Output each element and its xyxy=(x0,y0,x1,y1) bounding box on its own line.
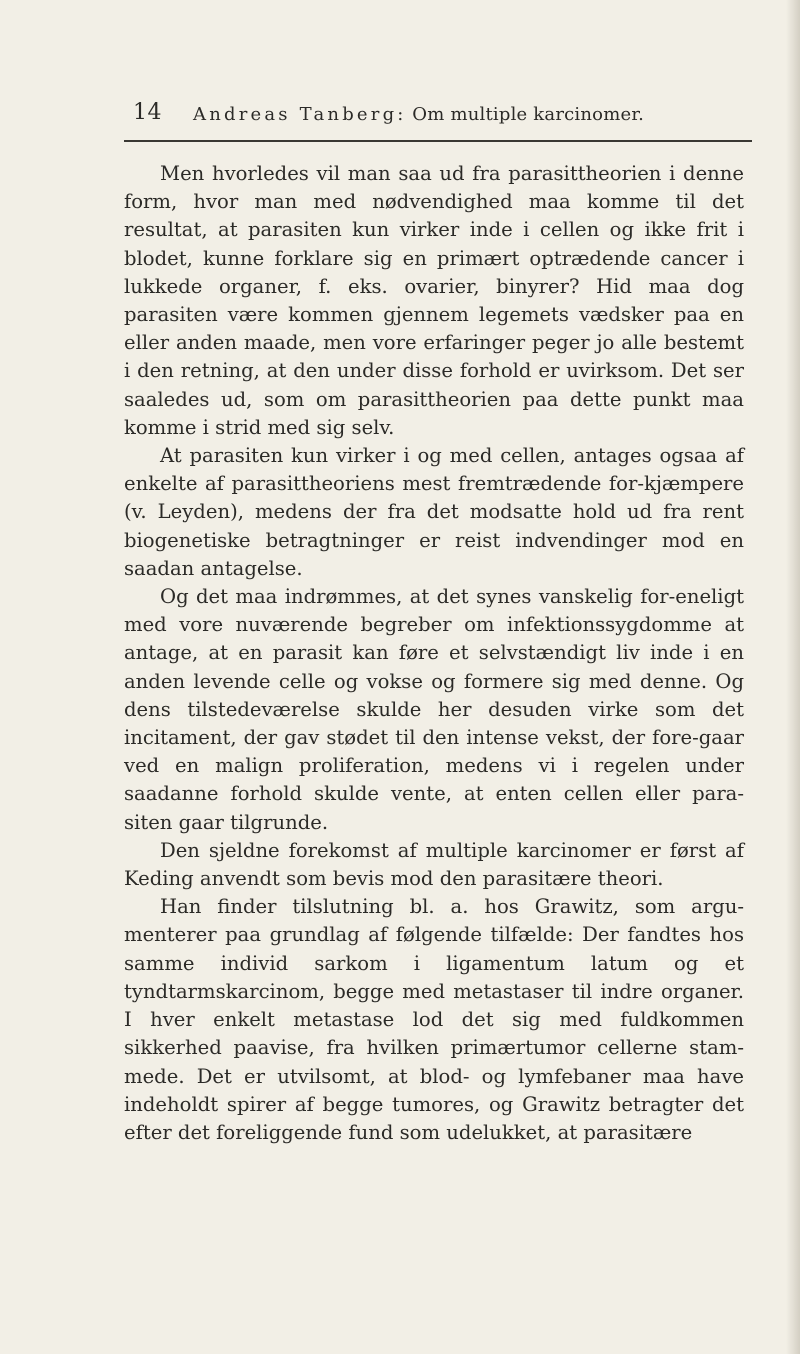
body-text xyxy=(124,160,744,1147)
paragraph: Den sjeldne forekomst af multiple karcinomer er først af Keding anvendt som bevis mod den parasitære theori. xyxy=(124,838,744,891)
paragraph: Og det maa indrømmes, at det synes vanskelig for-eneligt med vore nuværende begreber om infektionssygdomme at antage, at en parasit kan føre et selvstændigt liv inde i en anden levende celle og vokse og formere sig med denne. Og dens tilstedeværelse skulde her desuden virke som det incitament, der gav stødet til den intense vekst, der fore-gaar ved en malign proliferation, medens vi i regelen under saadanne forhold skulde vente, at enten cellen eller para-siten gaar tilgrunde. xyxy=(124,585,744,834)
page-edge-shadow xyxy=(786,0,800,1354)
header-rule xyxy=(124,140,752,142)
paragraph: Han finder tilslutning bl. a. hos Grawitz, som argu-menterer paa grundlag af følgende tilfælde: Der fandtes hos samme individ sarkom i ligamentum latum og et tyndtarmskarcinom, begge med metastaser til indre organer. I hver enkelt metastase lod det sig med fuldkommen sikkerhed paavise, fra hvilken primærtumor cellerne stam-mede. Det er utvilsomt, at blod- og lymfebaner maa have indeholdt spirer af begge tumores, og Grawitz betragter det efter det foreliggende fund som udelukket, at parasitære xyxy=(124,895,744,1144)
page-number: 14 xyxy=(133,100,162,125)
running-header xyxy=(0,96,800,136)
author-name: Andreas Tanberg: xyxy=(193,104,407,125)
paragraph: At parasiten kun virker i og med cellen, antages ogsaa af enkelte af parasittheoriens mest fremtrædende for-kjæmpere (v. Leyden), medens der fra det modsatte hold ud fra rent biogenetiske betragtninger er reist indvendinger mod en saadan antagelse. xyxy=(124,444,744,580)
running-title xyxy=(193,104,644,125)
paragraph: Men hvorledes vil man saa ud fra parasittheorien i denne form, hvor man med nødvendighed maa komme til det resultat, at parasiten kun virker inde i cellen og ikke frit i blodet, kunne forklare sig en primært optrædende cancer i lukkede organer, f. eks. ovarier, binyrer? Hid maa dog parasiten være kommen gjennem legemets vædsker paa en eller anden maade, men vore erfaringer peger jo alle bestemt i den retning, at den under disse forhold er uvirksom. Det ser saaledes ud, som om parasittheorien paa dette punkt maa komme i strid med sig selv. xyxy=(124,162,744,439)
article-title: Om multiple karcinomer. xyxy=(412,104,645,125)
